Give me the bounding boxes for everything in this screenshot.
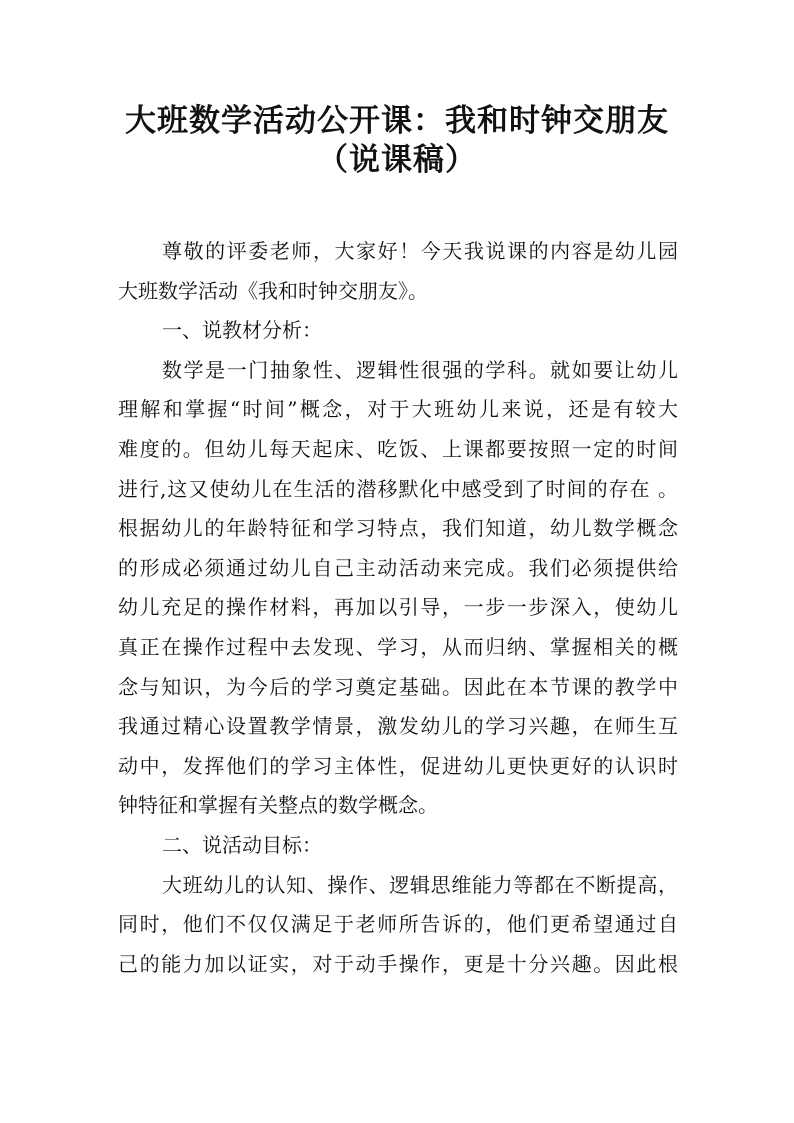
document-title: 大班数学活动公开课：我和时钟交朋友 [125, 103, 669, 139]
section-heading: 一、说教材分析： [162, 318, 322, 343]
body-line: 理解和掌握“时间”概念，对于大班幼儿来说，还是有较大 [118, 397, 678, 422]
body-line: 钟特征和掌握有关整点的数学概念。 [118, 793, 438, 818]
body-line: 己的能力加以证实，对于动手操作，更是十分兴趣。因此根 [118, 951, 678, 976]
body-line: 真正在操作过程中去发现、学习，从而归纳、掌握相关的概 [118, 634, 678, 659]
body-line: 数学是一门抽象性、逻辑性很强的学科。就如要让幼儿 [162, 357, 678, 382]
body-line: 动中，发挥他们的学习主体性，促进幼儿更快更好的认识时 [118, 753, 678, 778]
body-line: 根据幼儿的年龄特征和学习特点，我们知道，幼儿数学概念 [118, 516, 678, 541]
body-line: 难度的。但幼儿每天起床、吃饭、上课都要按照一定的时间 [118, 436, 678, 461]
body-line: 尊敬的评委老师，大家好！今天我说课的内容是幼儿园 [162, 239, 678, 263]
body-line: 大班幼儿的认知、操作、逻辑思维能力等都在不断提高， [162, 872, 678, 897]
body-line: 幼儿充足的操作材料，再加以引导，一步一步深入，使幼儿 [118, 595, 678, 620]
body-line: 的形成必须通过幼儿自己主动活动来完成。我们必须提供给 [118, 555, 678, 580]
section-heading: 二、说活动目标： [162, 832, 322, 857]
body-line: 进行,这又使幼儿在生活的潜移默化中感受到了时间的存在 。 [118, 476, 678, 501]
body-line: 大班数学活动《我和时钟交朋友》。 [118, 278, 428, 303]
document-body [118, 232, 678, 984]
body-line: 念与知识，为今后的学习奠定基础。因此在本节课的教学中 [118, 674, 678, 699]
body-line: 我通过精心设置教学情景，激发幼儿的学习兴趣，在师生互 [118, 714, 678, 739]
document-subtitle: （说课稿） [317, 142, 477, 178]
body-line: 同时，他们不仅仅满足于老师所告诉的，他们更希望通过自 [118, 912, 678, 937]
